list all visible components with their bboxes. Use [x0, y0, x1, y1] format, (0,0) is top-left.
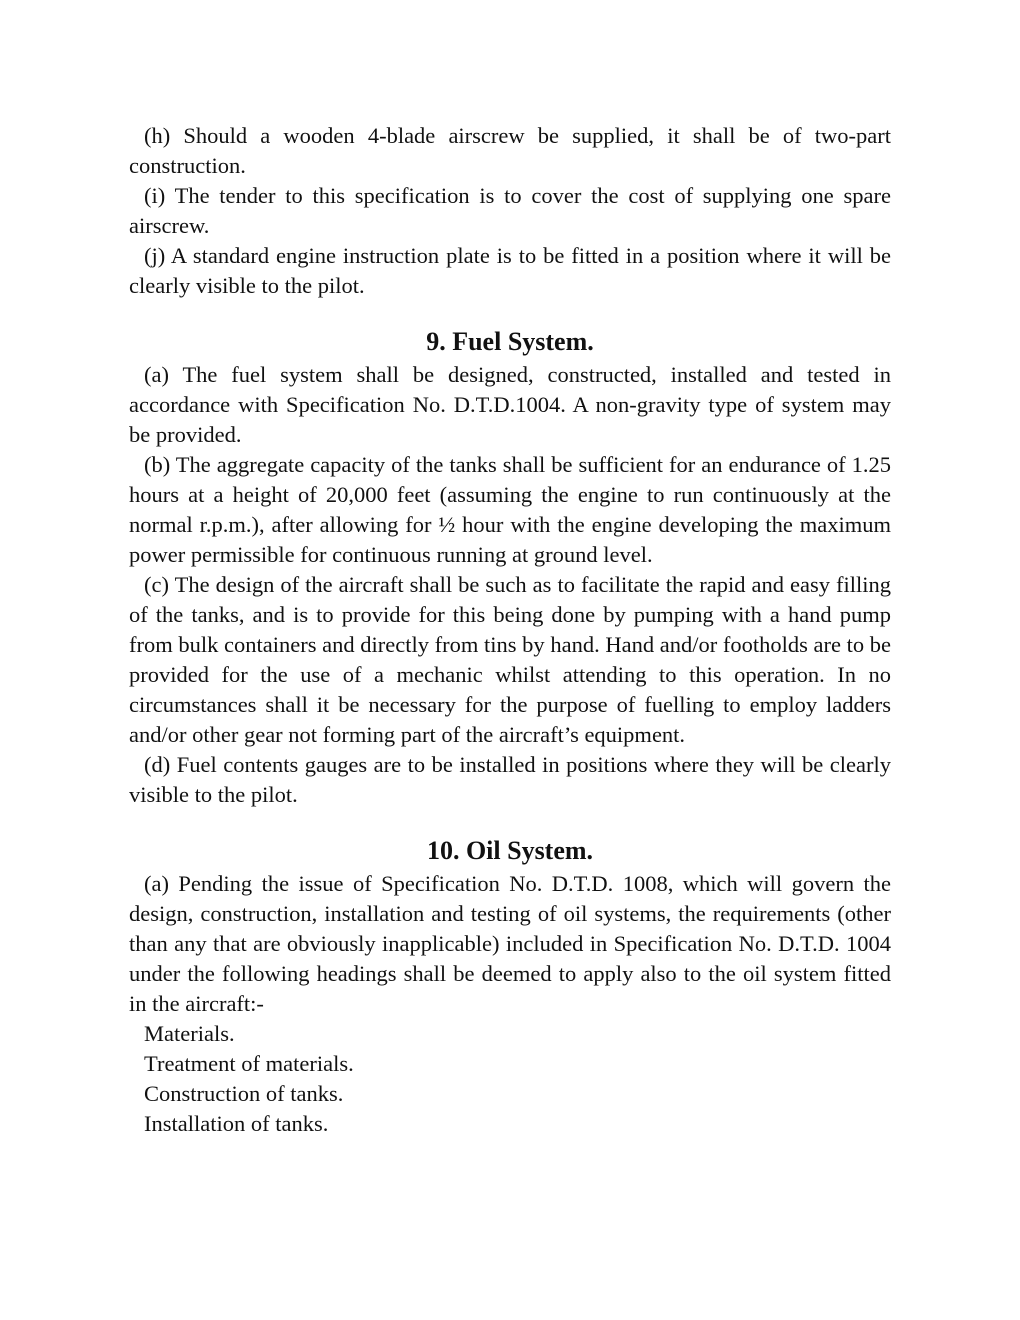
list-item: Treatment of materials. [144, 1051, 354, 1076]
paragraph-j: (j) A standard engine instruction plate is to be fitted in a position where it will be clearly visible to the pilot. [129, 243, 891, 298]
fuel-paragraph-d: (d) Fuel contents gauges are to be installed in positions where they will be clearly visible to the pilot. [129, 752, 891, 807]
oil-paragraph-a: (a) Pending the issue of Specification No. D.T.D. 1008, which will govern the design, construction, installation and testing of oil systems, the requirements (other than any that are obviously inapplicable) included in Specification No. D.T.D. 1004 under the following headings shall be deemed to apply also to the oil system fitted in the aircraft:- [129, 871, 891, 1016]
section-heading-fuel-system: 9. Fuel System. [426, 327, 594, 356]
list-item: Construction of tanks. [144, 1081, 344, 1106]
fuel-paragraph-c: (c) The design of the aircraft shall be such as to facilitate the rapid and easy filling of the tanks, and is to provide for this being done by pumping with a hand pump from bulk containers and directly from tins by hand. Hand and/or footholds are to be provided for the use of a mechanic whilst attending to this operation. In no circumstances shall it be necessary for the purpose of fuelling to employ ladders and/or other gear not forming part of the aircraft’s equipment. [129, 572, 891, 747]
paragraph-h: (h) Should a wooden 4-blade airscrew be supplied, it shall be of two-part construction. [129, 123, 891, 178]
fuel-paragraph-b: (b) The aggregate capacity of the tanks shall be sufficient for an endurance of 1.25 hours at a height of 20,000 feet (assuming the engine to run continuously at the normal r.p.m.), after allowing for ½ hour with the engine developing the maximum power permissible for continuous running at ground level. [129, 452, 891, 567]
document-page [129, 121, 891, 1139]
list-item: Materials. [144, 1021, 235, 1046]
list-item: Installation of tanks. [144, 1111, 329, 1136]
fuel-paragraph-a: (a) The fuel system shall be designed, constructed, installed and tested in accordance with Specification No. D.T.D.1004. A non-gravity type of system may be provided. [129, 362, 891, 447]
paragraph-i: (i) The tender to this specification is to cover the cost of supplying one spare airscrew. [129, 183, 891, 238]
section-heading-oil-system: 10. Oil System. [426, 836, 594, 865]
oil-headings-list [129, 1019, 891, 1139]
